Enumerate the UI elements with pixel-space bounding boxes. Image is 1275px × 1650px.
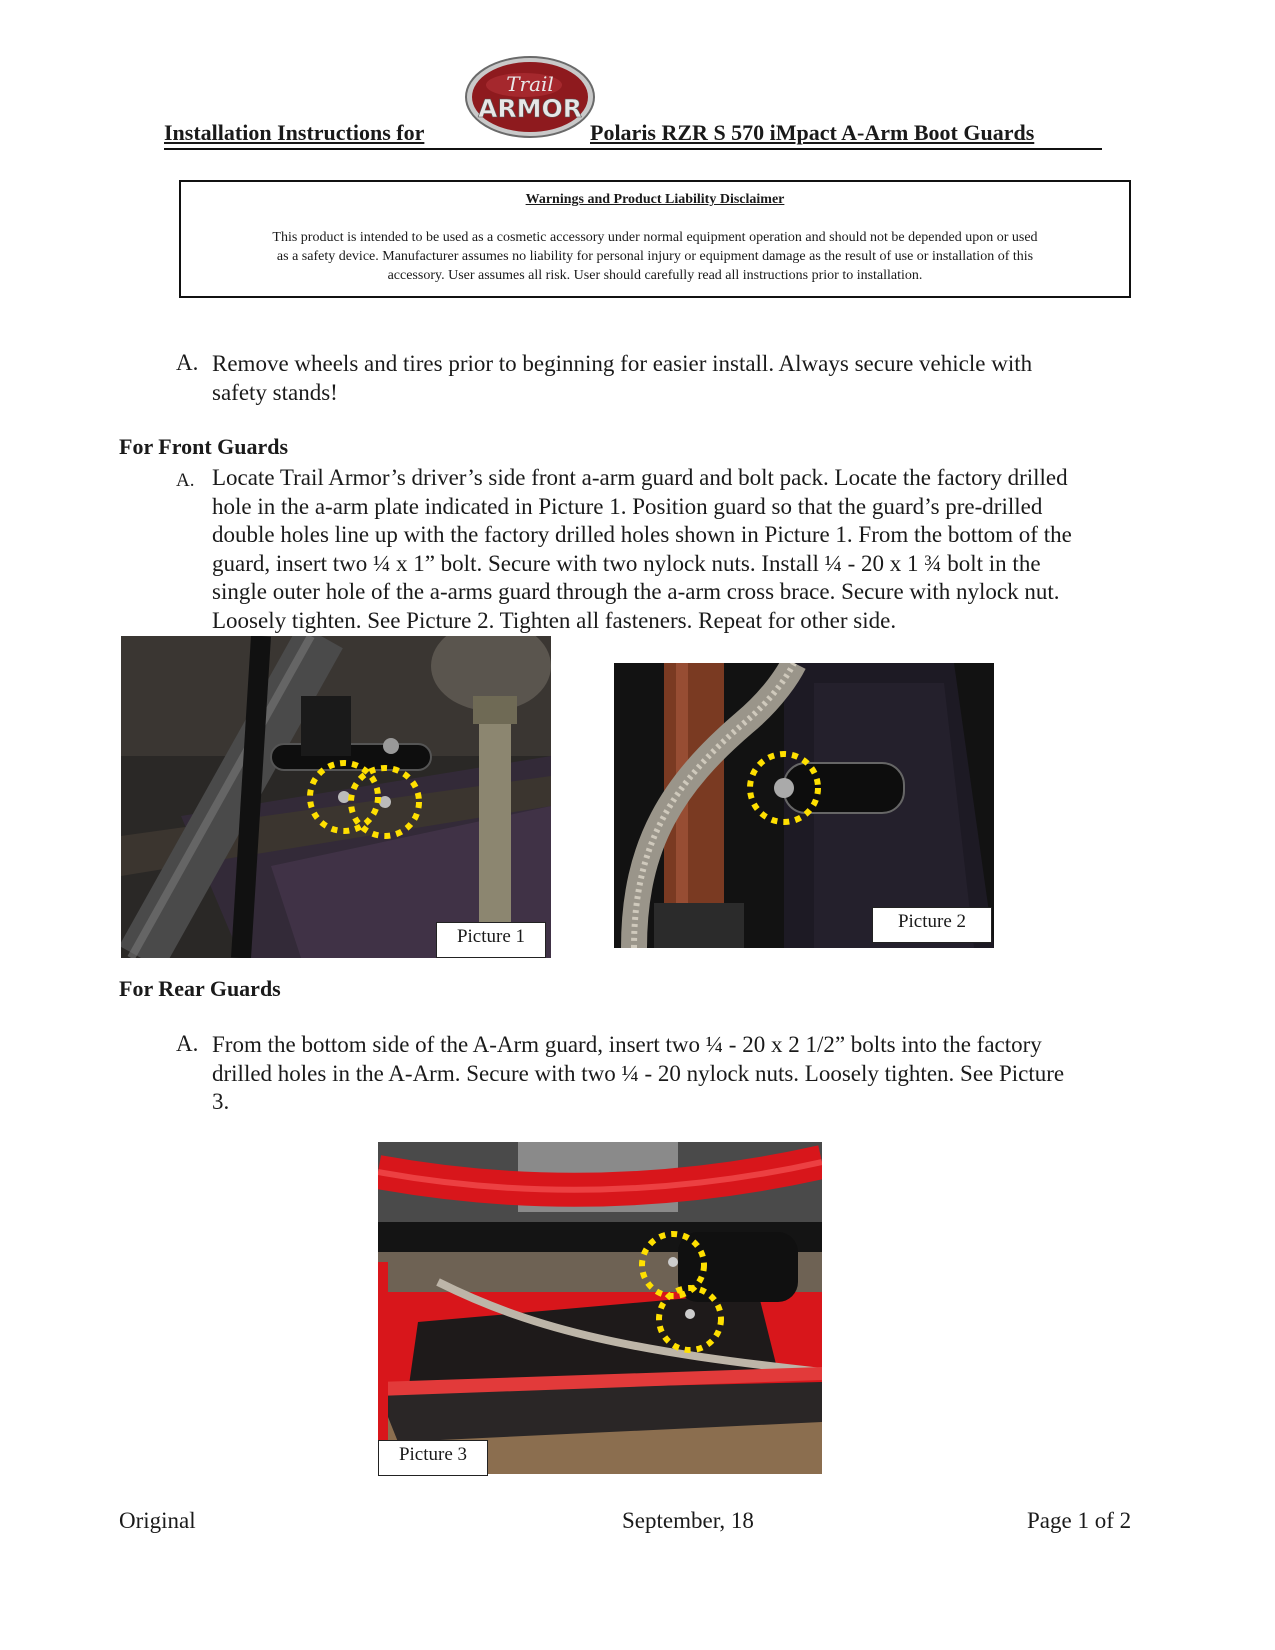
footer-page-number: Page 1 of 2: [1027, 1508, 1132, 1533]
rear-step-text: [212, 1031, 1064, 1117]
header-title-left: Installation Instructions for: [164, 120, 425, 145]
picture-1-caption: Picture 1: [436, 922, 546, 958]
step-line: From the bottom side of the A-Arm guard, insert two ¼ - 20 x 2 1/2” bolts into the factory: [212, 1032, 1042, 1057]
picture-2-caption: Picture 2: [872, 907, 992, 943]
intro-step-text: [212, 350, 1032, 407]
disclaimer-title: Warnings and Product Liability Disclaimer: [525, 192, 785, 207]
logo-text-top: Trail: [506, 72, 554, 96]
disclaimer-line: This product is intended to be used as a cosmetic accessory under normal equipment operation and should not be depended upon or used: [272, 230, 1038, 245]
front-guards-heading: For Front Guards: [119, 434, 289, 459]
disclaimer-body: [201, 228, 1109, 285]
disclaimer-box: [179, 180, 1131, 298]
intro-step-marker: A.: [176, 350, 199, 375]
front-step-text: [212, 464, 1072, 635]
rear-guards-heading: For Rear Guards: [119, 976, 281, 1001]
logo-text-bottom: ARMOR: [478, 94, 582, 123]
header-underline: [164, 148, 1102, 150]
step-line: safety stands!: [212, 379, 338, 405]
footer-date: September, 18: [622, 1508, 754, 1533]
disclaimer-line: accessory. User assumes all risk. User should carefully read all instructions prior to installation.: [387, 268, 923, 283]
footer-left: Original: [119, 1508, 196, 1533]
picture-3-photo: [378, 1142, 822, 1474]
step-line: double holes line up with the factory drilled holes shown in Picture 1. From the bottom of the: [212, 522, 1072, 547]
trail-armor-logo: [464, 55, 596, 139]
step-line: hole in the a-arm plate indicated in Picture 1. Position guard so that the guard’s pre-drilled: [212, 493, 1043, 519]
rear-step-marker: A.: [176, 1031, 199, 1056]
step-line: single outer hole of the a-arms guard through the a-arm cross brace. Secure with nylock nut.: [212, 579, 1060, 604]
step-line: 3.: [212, 1089, 230, 1114]
picture-3-caption: Picture 3: [378, 1440, 488, 1476]
disclaimer-line: as a safety device. Manufacturer assumes no liability for personal injury or equipment damage as the result of use or installation of this: [276, 249, 1034, 264]
step-line: Remove wheels and tires prior to beginning for easier install. Always secure vehicle with: [212, 351, 1033, 376]
picture-1-photo: [121, 636, 551, 958]
picture-2-photo: [614, 663, 994, 948]
front-step-marker: A.: [176, 470, 195, 491]
step-line: guard, insert two ¼ x 1” bolt. Secure with two nylock nuts. Install ¼ - 20 x 1 ¾ bolt in the: [212, 550, 1041, 576]
step-line: drilled holes in the A-Arm. Secure with two ¼ - 20 nylock nuts. Loosely tighten. See Picture: [212, 1060, 1065, 1086]
header-title-right: Polaris RZR S 570 iMpact A-Arm Boot Guards: [590, 120, 1035, 145]
step-line: Loosely tighten. See Picture 2. Tighten all fasteners. Repeat for other side.: [212, 607, 897, 633]
step-line: Locate Trail Armor’s driver’s side front a-arm guard and bolt pack. Locate the factory drilled: [212, 465, 1068, 490]
